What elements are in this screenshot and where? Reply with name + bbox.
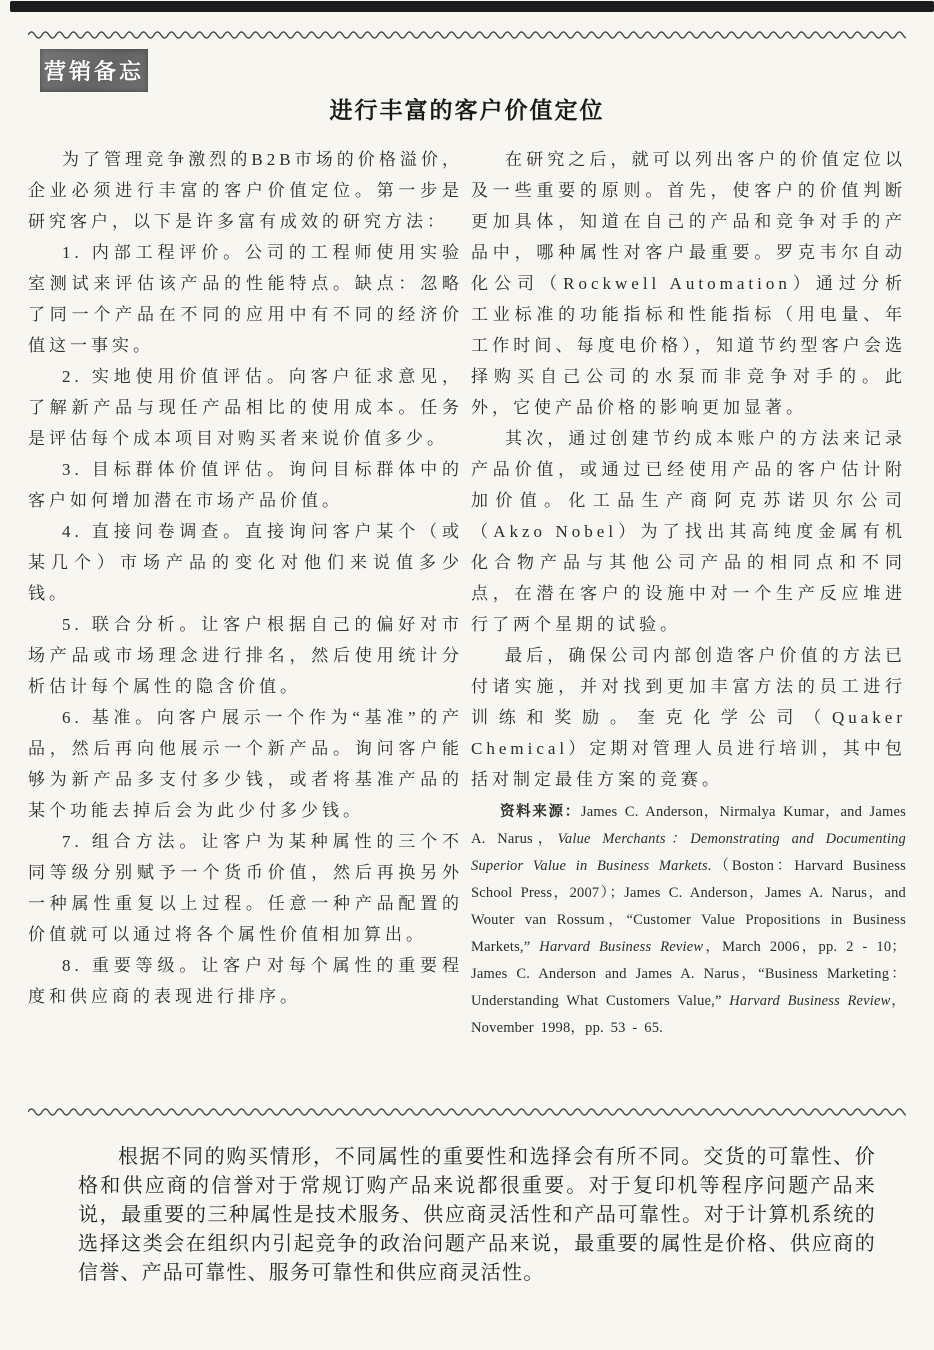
source-authors-1: James C. Anderson，Nirmalya Kumar，and James A. Narus， bbox=[471, 804, 906, 847]
method-item-4: 4. 直接问卷调查。直接询问客户某个（或某几个）市场产品的变化对他们来说值多少钱。 bbox=[28, 522, 463, 603]
source-issue-2: ，November 1998，pp. 53 - 65. bbox=[471, 993, 906, 1036]
method-item-5: 5. 联合分析。让客户根据自己的偏好对市场产品或市场理念进行排名，然后使用统计分析估计每个属性的隐含价值。 bbox=[28, 615, 463, 696]
method-item-8: 8. 重要等级。让客户对每个属性的重要程度和供应商的表现进行排序。 bbox=[28, 956, 463, 1006]
left-column bbox=[28, 144, 463, 1102]
wavy-divider-top bbox=[28, 28, 906, 40]
memo-body bbox=[28, 144, 906, 1102]
source-publisher: （Boston：Harvard Business School Press，2007）；James C. Anderson，James A. Narus，and Wouter van Rossum，“Customer Value Propositions in Business Markets,” bbox=[471, 858, 906, 955]
memo-title: 进行丰富的客户价值定位 bbox=[329, 98, 605, 123]
body-paragraph: 根据不同的购买情形，不同属性的重要性和选择会有所不同。交货的可靠性、价格和供应商的信誉对于常规订购产品来说都很重要。对于复印机等程序问题产品来说，最重要的三种属性是技术服务、供应商灵活性和产品可靠性。对于计算机系统的选择这类会在组织内引起竞争的政治问题产品来说，最重要的属性是价格、供应商的信誉、产品可靠性、服务可靠性和供应商灵活性。 bbox=[78, 1146, 876, 1284]
source-journal-2: Harvard Business Review bbox=[729, 993, 891, 1009]
method-item-2: 2. 实地使用价值评估。向客户征求意见，了解新产品与现任产品相比的使用成本。任务是评估每个成本项目对购买者来说价值多少。 bbox=[28, 367, 463, 448]
method-item-3: 3. 目标群体价值评估。询问目标群体中的客户如何增加潜在市场产品价值。 bbox=[28, 460, 463, 510]
source-journal-1: Harvard Business Review bbox=[539, 939, 704, 955]
source-issue-1: ，March 2006，pp. 2 - 10；James C. Anderson and James A. Narus，“Business Marketing：Understanding What Customers Value,” bbox=[471, 939, 906, 1009]
memo-badge-label: 营销备忘 bbox=[43, 59, 144, 84]
source-citation bbox=[471, 799, 906, 1042]
principle-paragraph-1: 在研究之后，就可以列出客户的价值定位以及一些重要的原则。首先，使客户的价值判断更加具体，知道在自己的产品和竞争对手的产品中，哪种属性对客户最重要。罗克韦尔自动化公司（Rockwell Automation）通过分析工业标准的功能指标和性能指标（用电量、年工作时间、每度电价格），知道节约型客户会选择购买自己公司的水泵而非竞争对手的。此外，它使产品价格的影响更加显著。 bbox=[471, 150, 906, 417]
source-label: 资料来源： bbox=[500, 804, 581, 820]
memo-badge bbox=[40, 49, 148, 92]
method-item-7: 7. 组合方法。让客户为某种属性的三个不同等级分别赋予一个货币价值，然后再换另外一种属性重复以上过程。任意一种产品配置的价值就可以通过将各个属性价值相加算出。 bbox=[28, 832, 463, 944]
method-item-1: 1. 内部工程评价。公司的工程师使用实验室测试来评估该产品的性能特点。缺点：忽略了同一个产品在不同的应用中有不同的经济价值这一事实。 bbox=[28, 243, 463, 355]
right-column bbox=[471, 144, 906, 1102]
intro-paragraph: 为了管理竞争激烈的B2B市场的价格溢价，企业必须进行丰富的客户价值定位。第一步是研究客户，以下是许多富有成效的研究方法： bbox=[28, 150, 463, 231]
source-book-title: Value Merchants：Demonstrating and Documenting Superior Value in Business Markets. bbox=[471, 831, 906, 874]
wavy-divider-bottom bbox=[28, 1105, 906, 1117]
scan-top-bar bbox=[10, 1, 934, 12]
principle-paragraph-3: 最后，确保公司内部创造客户价值的方法已付诸实施，并对找到更加丰富方法的员工进行训练和奖励。奎克化学公司（Quaker Chemical）定期对管理人员进行培训，其中包括对制定最佳方案的竞赛。 bbox=[471, 646, 906, 789]
principle-paragraph-2: 其次，通过创建节约成本账户的方法来记录产品价值，或通过已经使用产品的客户估计附加价值。化工品生产商阿克苏诺贝尔公司（Akzo Nobel）为了找出其高纯度金属有机化合物产品与其他公司产品的相同点和不同点，在潜在客户的设施中对一个生产反应堆进行了两个星期的试验。 bbox=[471, 429, 906, 634]
method-item-6: 6. 基准。向客户展示一个作为“基准”的产品，然后再向他展示一个新产品。询问客户能够为新产品多支付多少钱，或者将基准产品的某个功能去掉后会为此少付多少钱。 bbox=[28, 708, 463, 820]
